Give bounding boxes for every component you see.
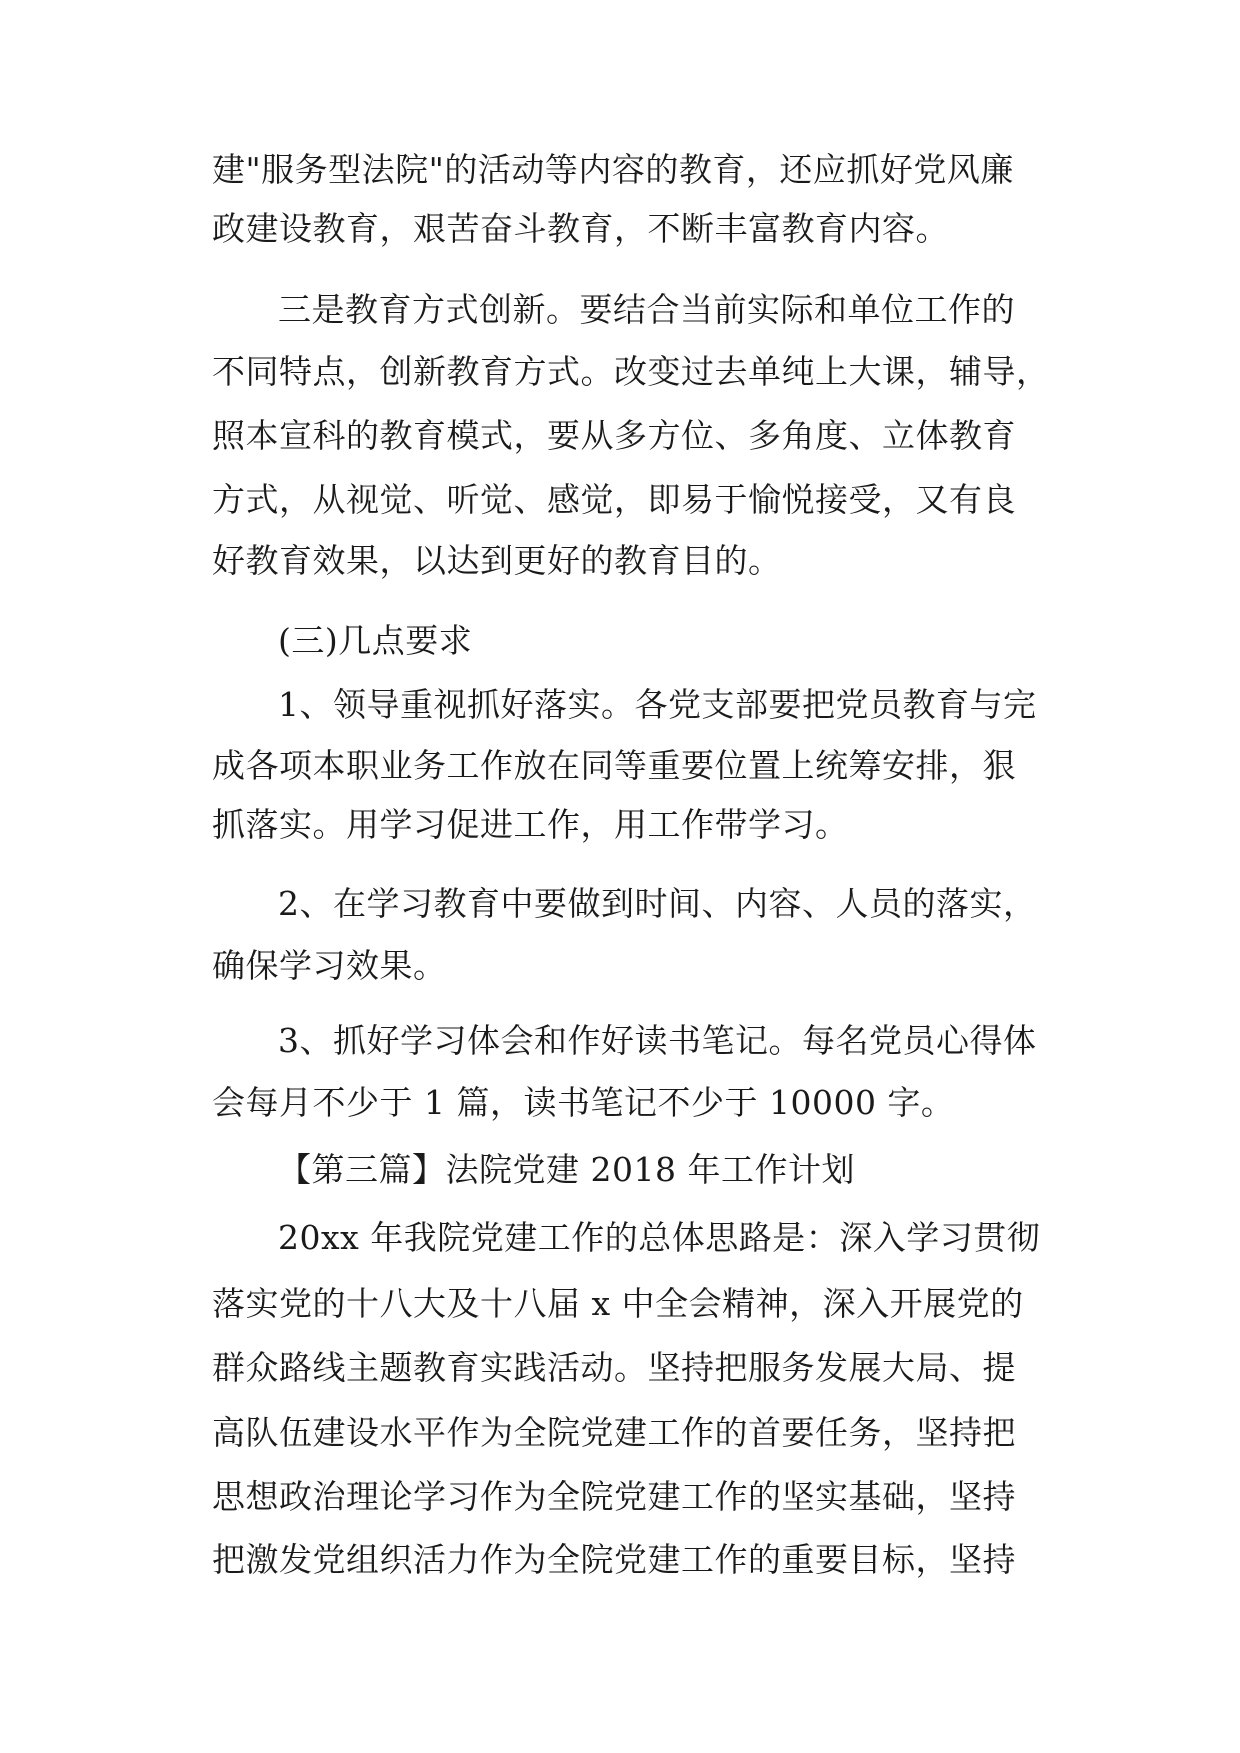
- chapter-title: 【第三篇】法院党建 2018 年工作计划: [278, 1150, 855, 1189]
- text-line: 照本宣科的教育模式，要从多方位、多角度、立体教育: [212, 416, 1016, 455]
- text-line: 方式，从视觉、听觉、感觉，即易于愉悦接受，又有良: [212, 480, 1016, 519]
- text-line: 不同特点，创新教育方式。改变过去单纯上大课，辅导，: [212, 352, 1050, 391]
- text-line: 成各项本职业务工作放在同等重要位置上统筹安排，狠: [212, 746, 1016, 785]
- text-line: 确保学习效果。: [212, 946, 447, 985]
- section-heading: (三)几点要求: [278, 621, 473, 660]
- paragraph-first-line: 3、抓好学习体会和作好读书笔记。每名党员心得体: [278, 1021, 1037, 1060]
- text-line: 抓落实。用学习促进工作，用工作带学习。: [212, 805, 849, 844]
- text-line: 思想政治理论学习作为全院党建工作的坚实基础，坚持: [212, 1477, 1016, 1516]
- text-line: 会每月不少于 1 篇，读书笔记不少于 10000 字。: [212, 1083, 955, 1122]
- text-line: 高队伍建设水平作为全院党建工作的首要任务，坚持把: [212, 1413, 1016, 1452]
- text-line: 好教育效果，以达到更好的教育目的。: [212, 541, 782, 580]
- text-line: 把激发党组织活力作为全院党建工作的重要目标，坚持: [212, 1540, 1016, 1579]
- text-line: 群众路线主题教育实践活动。坚持把服务发展大局、提: [212, 1348, 1016, 1387]
- paragraph-first-line: 1、领导重视抓好落实。各党支部要把党员教育与完: [278, 685, 1037, 724]
- paragraph-first-line: 20xx 年我院党建工作的总体思路是：深入学习贯彻: [278, 1218, 1041, 1257]
- text-line: 落实党的十八大及十八届 x 中全会精神，深入开展党的: [212, 1284, 1024, 1323]
- paragraph-first-line: 三是教育方式创新。要结合当前实际和单位工作的: [278, 290, 1015, 329]
- text-line: 建"服务型法院"的活动等内容的教育，还应抓好党风廉: [212, 150, 1014, 189]
- paragraph-first-line: 2、在学习教育中要做到时间、内容、人员的落实，: [278, 884, 1037, 923]
- text-line: 政建设教育，艰苦奋斗教育，不断丰富教育内容。: [212, 209, 949, 248]
